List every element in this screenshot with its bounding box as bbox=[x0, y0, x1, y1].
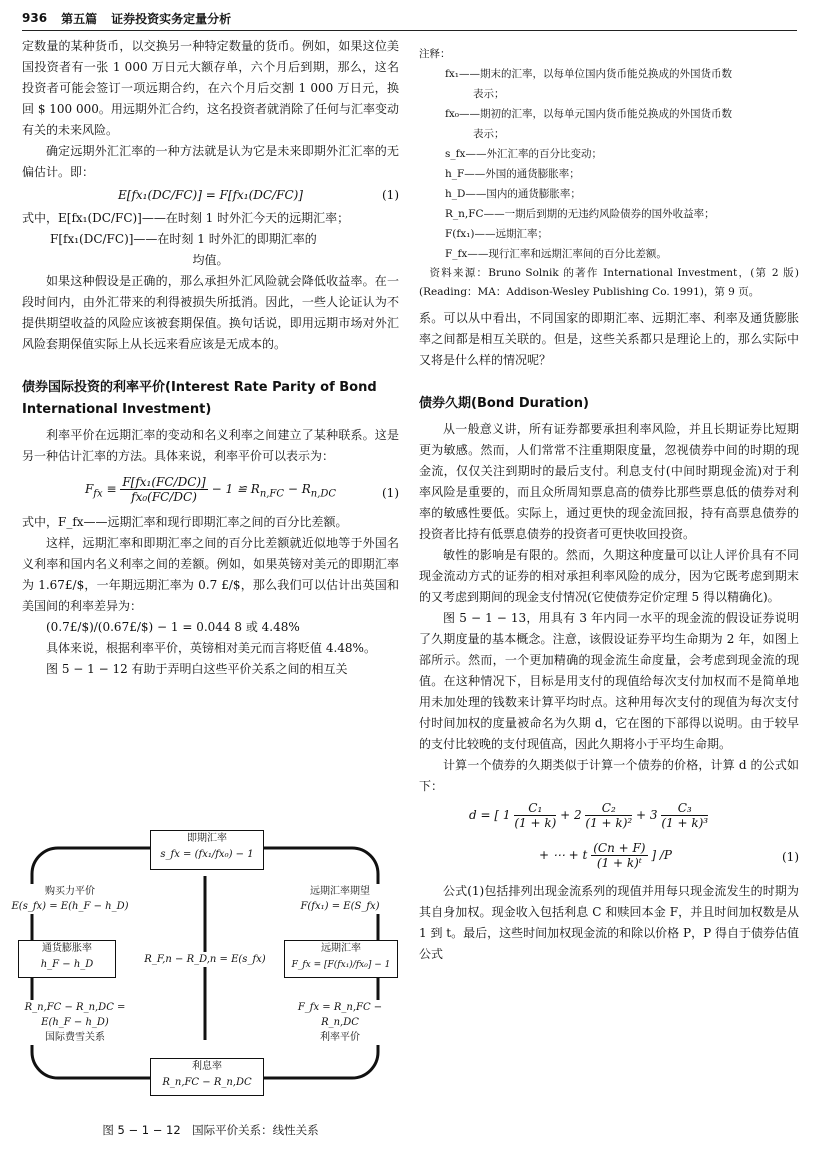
definition: 式中，E[fx₁(DC/FC)]——在时刻 1 时外汇今天的远期汇率； bbox=[22, 211, 350, 225]
note: fx₁——期末的汇率，以每单位国内货币能兑换成的外国货币数 bbox=[445, 68, 733, 80]
fisher-label: R_n,FC − R_n,DC = E(h_F − h_D) 国际费雪关系 bbox=[10, 1000, 140, 1045]
section-title: 债券国际投资的利率平价(Interest Rate Parity of Bond International Investment) bbox=[22, 380, 377, 417]
figure-caption: 图 5 − 1 − 12 国际平价关系：线性关系 bbox=[102, 1123, 319, 1137]
parity-diagram bbox=[10, 828, 400, 1098]
paragraph: 这样，远期汇率和即期汇率之间的百分比差额就近似地等于外国名义利率和国内名义利率之间的差额。例如，如果英镑对美元的即期汇率为 1.67£/$，一年期远期汇率为 0.7 £/$，那么我们可以估计出英国和美国间的利率差异为： bbox=[22, 536, 399, 614]
part-label: 第五篇 bbox=[61, 11, 98, 26]
inflation-box: 通货膨胀率 h_F − h_D bbox=[18, 940, 116, 978]
left-column bbox=[22, 36, 399, 680]
running-title: 证券投资实务定量分析 bbox=[111, 11, 232, 26]
note-cont: 表示； bbox=[473, 128, 505, 140]
paragraph: 敏性的影响是有限的。然而，久期这种度量可以让人评价具有不同现金流动方式的证券的相对承担利率风险的成分，因为它既考虑到期末的又考虑到期间的现金支付情况(它使债券定价定理 5 得以精确化)。 bbox=[419, 548, 799, 604]
notes-head: 注释： bbox=[419, 48, 451, 60]
note: h_D——国内的通货膨胀率； bbox=[445, 188, 581, 200]
note: F(fx₁)——远期汇率； bbox=[445, 228, 548, 240]
irp-label: F_fx = R_n,FC − R_n,DC 利率平价 bbox=[280, 1000, 400, 1045]
notes bbox=[419, 44, 799, 264]
note: F_fx——现行汇率和远期汇率间的百分比差额。 bbox=[445, 248, 667, 260]
ppp-label: 购买力平价 E(s_fx) = E(h_F − h_D) bbox=[11, 886, 129, 912]
spot-rate-box: 即期汇率 s_fx = (fx₁/fx₀) − 1 bbox=[150, 830, 264, 870]
forward-rate-box: 远期汇率 F_fx = [F(fx₁)/fx₀] − 1 bbox=[284, 940, 398, 978]
paragraph: 具体来说，根据利率平价，英镑相对美元而言将贬值 4.48%。 bbox=[46, 641, 376, 656]
paragraph: 公式(1)包括排列出现金流系列的现值并用每只现金流发生的时期为其自身加权。现金收入包括利息 C 和赎回本金 F，并且时间加权数是从 1 到 t。最后，这些时间加权现金流的和除以价格 P，P 得自于债券估值公式 bbox=[419, 884, 799, 961]
calculation: (0.7£/$)/(0.67£/$) − 1 = 0.044 8 或 4.48% bbox=[46, 620, 300, 635]
section-title: 债券久期(Bond Duration) bbox=[419, 396, 589, 411]
forward-expectation-label: 远期汇率期望 F(fx₁) = E(S_fx) bbox=[280, 884, 400, 914]
center-formula: R_F,n − R_D,n = E(s_fx) bbox=[138, 952, 272, 967]
note: s_fx——外汇汇率的百分比变动； bbox=[445, 148, 602, 160]
source-note: 资料来源：Bruno Solnik 的著作 International Investment，(第 2 版)(Reading：MA：Addison-Wesley Publishing Co. 1991)，第 9 页。 bbox=[419, 267, 799, 298]
equation-1: E[fx₁(DC/FC)] = F[fx₁(DC/FC)] (1) bbox=[118, 188, 399, 202]
paragraph: 图 5 − 1 − 12 有助于弄明白这些平价关系之间的相互关 bbox=[46, 662, 348, 677]
interest-rate-box: 利息率 R_n,FC − R_n,DC bbox=[150, 1058, 264, 1096]
paragraph: 确定远期外汇汇率的一种方法就是认为它是未来即期外汇汇率的无偏估计。即： bbox=[22, 144, 399, 179]
note: fx₀——期初的汇率，以每单元国内货币能兑换成的外国货币数 bbox=[445, 108, 733, 120]
note: h_F——外国的通货膨胀率； bbox=[445, 168, 580, 180]
paragraph: 定数量的某种货币，以交换另一种特定数量的货币。例如，如果这位美国投资者有一张 1 000 万日元大额存单，六个月后到期，那么，这名投资者可能会签订一项远期合约，在六个月后交割 1 000 万日元，换回 $ 100 000。用远期外汇合约，这名投资者就消除了任何与汇率变动有关的未来风险。 bbox=[22, 39, 399, 137]
paragraph: 图 5 − 1 − 13，用具有 3 年内同一水平的现金流的假设证券说明了久期度量的基本概念。注意，该假设证券平均生命期为 2 年，如图上部所示。然而，一个更加精确的现金流生命度量，会考虑到现金流的现值。在这种情况下，目标是用支付的现值给每次支付加权而不是简单地用未加处理的钱数来计算平均时点。这种用每次支付的现值为每次支付付时间加权的度量被命名为久期 d，它在图的下部得以说明。由于较早的支付比较晚的支付现值高，因此久期将小于平均生命期。 bbox=[419, 611, 799, 751]
definition-cont: 均值。 bbox=[192, 253, 229, 267]
note-cont: 表示； bbox=[473, 88, 505, 100]
page-number: 936 bbox=[22, 11, 48, 25]
duration-formula: d = [ 1 $\frac{\text{C₁}}{(1 + k)}$ + 2 $\frac{\text{C₂}}{\text{(1 + k)²}}$ + 3 $\frac{\text{C₃}}{\text{(1 + k)³}}$ + ⋯ + t $\frac{(Cn + F)}{\text{(1 + k)ᵗ}}$ ] /P (1) bbox=[469, 801, 799, 870]
paragraph: 计算一个债券的久期类似于计算一个债券的价格，计算 d 的公式如下： bbox=[419, 758, 799, 793]
fraction: $\frac{\text{F[fx₁(FC/DC)]}}{\text{fx₀(FC/DC)}}$ bbox=[122, 475, 206, 504]
page-header bbox=[22, 6, 797, 31]
note: R_n,FC——一期后到期的无违约风险债券的国外收益率； bbox=[445, 208, 715, 220]
right-column bbox=[419, 44, 799, 965]
paragraph: 从一般意义讲，所有证券都要承担利率风险，并且长期证券比短期更为敏感。然而，人们常常不注重期限度量，忽视债券中间的时期的现金流，仅仅关注到期时的最后支付。利息支付(中间时期现金流)对于利率风险是重要的，而且众所周知票息高的债券比那些票息低的债券对利率的敏感性要低。实际上，通过更快的现金流回报，持有高票息债券的投资者比持有低票息债券的投资者可更快收回投资。 bbox=[419, 422, 799, 541]
paragraph: 系。可以从中看出，不同国家的即期汇率、远期汇率、利率及通货膨胀率之间都是相互关联的。但是，这些关系都只是理论上的，那么实际中又将是什么样的情况呢？ bbox=[419, 311, 799, 367]
definition: 式中，F_fx——远期汇率和现行即期汇率之间的百分比差额。 bbox=[22, 515, 348, 530]
definition: F[fx₁(DC/FC)]——在时刻 1 时外汇的即期汇率的 bbox=[50, 232, 317, 246]
paragraph: 利率平价在远期汇率的变动和名义利率之间建立了某种联系。这是另一种估计汇率的方法。具体来说，利率平价可以表示为： bbox=[22, 428, 399, 463]
paragraph: 如果这种假设是正确的，那么承担外汇风险就会降低收益率。在一段时间内，由外汇带来的利得被损失所抵消。因此，一些人论证认为不提供期望收益的风险应该被套期保值。换句话说，即用远期市场对外汇风险套期保值实际上从长远来看应该是无成本的。 bbox=[22, 274, 399, 351]
equation-2: $F_{fx}$ ≡ $\frac{\text{F[fx₁(FC/DC)]}}{\text{fx₀(FC/DC)}}$ − 1 ≌ $R_{n,FC} - R_{n,DC}$ (1) bbox=[84, 475, 399, 504]
